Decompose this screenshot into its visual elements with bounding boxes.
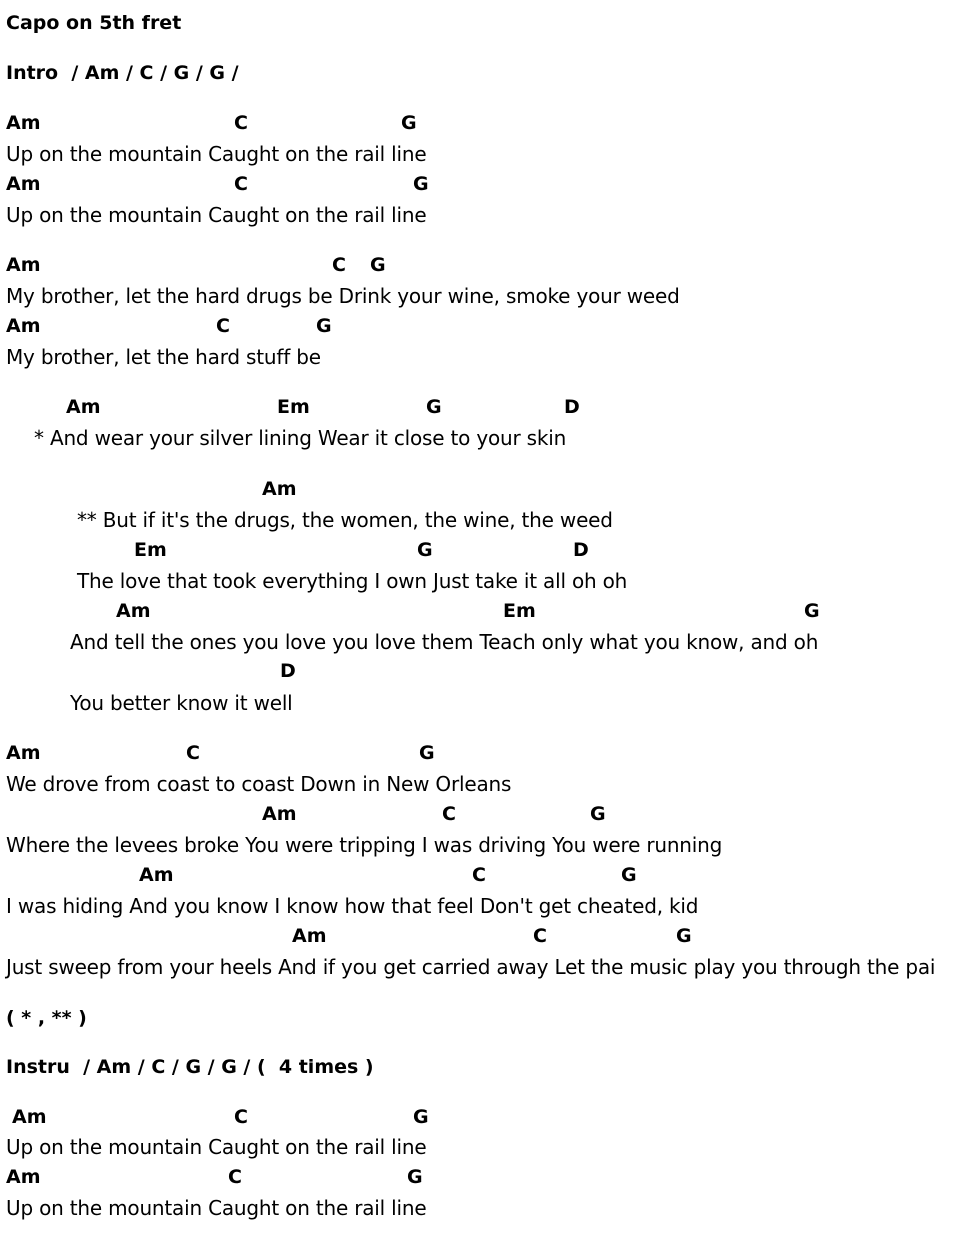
chord-g: G xyxy=(676,925,692,947)
chord-g: G xyxy=(590,803,606,825)
chord-em: Em xyxy=(134,539,167,561)
chord-g: G xyxy=(621,864,637,886)
chord-c: C xyxy=(234,1106,248,1128)
lyric-line: * And wear your silver lining Wear it close to your skin xyxy=(34,426,567,450)
chord-am: Am xyxy=(6,112,41,134)
chord-g: G xyxy=(417,539,433,561)
chord-g: G xyxy=(413,173,429,195)
lyric-line: You better know it well xyxy=(70,691,293,715)
chord-g: G xyxy=(316,315,332,337)
chord-g: G xyxy=(407,1166,423,1188)
lyric-line: Just sweep from your heels And if you get carried away Let the music play you through the pai xyxy=(6,955,936,979)
chord-am: Am xyxy=(262,478,297,500)
chord-g: G xyxy=(370,254,386,276)
chord-am: Am xyxy=(6,1166,41,1188)
lyric-line: Up on the mountain Caught on the rail line xyxy=(6,1135,427,1159)
chord-am: Am xyxy=(139,864,174,886)
chord-c: C xyxy=(442,803,456,825)
chord-g: G xyxy=(419,742,435,764)
lyric-line: My brother, let the hard drugs be Drink your wine, smoke your weed xyxy=(6,284,680,308)
chord-am: Am xyxy=(66,396,101,418)
chord-g: G xyxy=(426,396,442,418)
chord-am: Am xyxy=(6,173,41,195)
lyric-line: Up on the mountain Caught on the rail line xyxy=(6,203,427,227)
lyric-line: My brother, let the hard stuff be xyxy=(6,345,321,369)
chord-d: D xyxy=(573,539,589,561)
chord-em: Em xyxy=(277,396,310,418)
lyric-line: We drove from coast to coast Down in New Orleans xyxy=(6,772,512,796)
chord-am: Am xyxy=(6,742,41,764)
chord-c: C xyxy=(234,112,248,134)
chord-am: Am xyxy=(6,315,41,337)
chord-d: D xyxy=(564,396,580,418)
chord-g: G xyxy=(401,112,417,134)
chord-am: Am xyxy=(292,925,327,947)
chord-am: Am xyxy=(116,600,151,622)
chord-c: C xyxy=(234,173,248,195)
chord-am: Am xyxy=(262,803,297,825)
chord-g: G xyxy=(804,600,820,622)
lyric-line: Up on the mountain Caught on the rail line xyxy=(6,1196,427,1220)
lyric-line: ** But if it's the drugs, the women, the wine, the weed xyxy=(77,508,613,532)
lyric-line: The love that took everything I own Just take it all oh oh xyxy=(77,569,628,593)
chord-am: Am xyxy=(6,254,41,276)
chord-c: C xyxy=(216,315,230,337)
chord-em: Em xyxy=(503,600,536,622)
chord-g: G xyxy=(413,1106,429,1128)
chord-c: C xyxy=(533,925,547,947)
instrumental-progression: Instru / Am / C / G / G / ( 4 times ) xyxy=(6,1056,374,1078)
lyric-line: And tell the ones you love you love them Teach only what you know, and oh xyxy=(70,630,819,654)
lyric-line: I was hiding And you know I know how that feel Don't get cheated, kid xyxy=(6,894,699,918)
chord-d: D xyxy=(280,660,296,682)
intro-progression: Intro / Am / C / G / G / xyxy=(6,62,239,84)
chord-c: C xyxy=(472,864,486,886)
lyric-line: Where the levees broke You were tripping I was driving You were running xyxy=(6,833,723,857)
repeat-marker: ( * , ** ) xyxy=(6,1007,87,1029)
chord-c: C xyxy=(186,742,200,764)
chord-c: C xyxy=(332,254,346,276)
capo-note: Capo on 5th fret xyxy=(6,12,182,34)
lyric-line: Up on the mountain Caught on the rail line xyxy=(6,142,427,166)
chord-am: Am xyxy=(12,1106,47,1128)
chord-c: C xyxy=(228,1166,242,1188)
